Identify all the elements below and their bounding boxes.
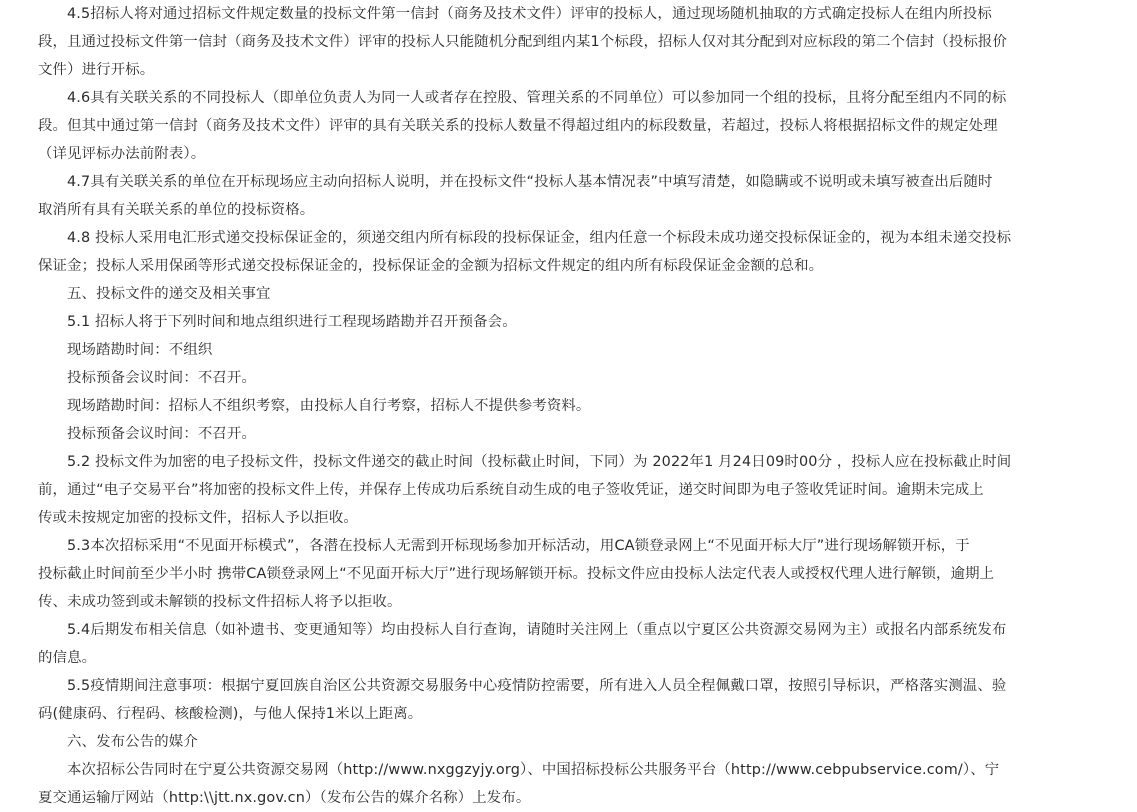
section-5-heading: 五、投标文件的递交及相关事宜: [67, 286, 271, 302]
publication-media-line-2: 夏交通运输厅网站（http:\\jtt.nx.gov.cn）（发布公告的媒介名称）上发布。: [38, 790, 531, 806]
site-visit-time-1: 现场踏勘时间：不组织: [67, 342, 213, 358]
clause-5-5-line-2: 码(健康码、行程码、核酸检测)，与他人保持1米以上距离。: [38, 706, 423, 722]
clause-4-7-line-1: 4.7具有关联关系的单位在开标现场应主动向招标人说明，并在投标文件“投标人基本情况表”中填写清楚，如隐瞒或不说明或未填写被查出后随时: [67, 174, 993, 190]
prebid-meeting-time-2: 投标预备会议时间：不召开。: [67, 426, 257, 442]
clause-5-5-line-1: 5.5疫情期间注意事项：根据宁夏回族自治区公共资源交易服务中心疫情防控需要，所有进入人员全程佩戴口罩，按照引导标识，严格落实测温、验: [67, 678, 1007, 694]
clause-4-5-line-3: 文件）进行开标。: [38, 62, 155, 78]
clause-5-2-line-2: 前，通过“电子交易平台”将加密的投标文件上传，并保存上传成功后系统自动生成的电子签收凭证，递交时间即为电子签收凭证时间。逾期未完成上: [38, 482, 984, 498]
clause-4-8-line-1: 4.8 投标人采用电汇形式递交投标保证金的，须递交组内所有标段的投标保证金，组内任意一个标段未成功递交投标保证金的，视为本组未递交投标: [67, 230, 1012, 246]
section-6-heading: 六、发布公告的媒介: [67, 734, 198, 750]
clause-5-4-line-1: 5.4后期发布相关信息（如补遗书、变更通知等）均由投标人自行查询，请随时关注网上（重点以宁夏区公共资源交易网为主）或报名内部系统发布: [67, 622, 1007, 638]
clause-5-1: 5.1 招标人将于下列时间和地点组织进行工程现场踏勘并召开预备会。: [67, 314, 517, 330]
prebid-meeting-time-1: 投标预备会议时间：不召开。: [67, 370, 257, 386]
clause-5-3-line-2: 投标截止时间前至少半小时 携带CA锁登录网上“不见面开标大厅”进行现场解锁开标。投标文件应由投标人法定代表人或授权代理人进行解锁，逾期上: [38, 566, 995, 582]
clause-4-7-line-2: 取消所有具有关联关系的单位的投标资格。: [38, 202, 315, 218]
clause-5-3-line-1: 5.3本次招标采用“不见面开标模式”，各潜在投标人无需到开标现场参加开标活动，用CA锁登录网上“不见面开标大厅”进行现场解锁开标，于: [67, 538, 970, 554]
clause-4-6-line-1: 4.6具有关联关系的不同投标人（即单位负责人为同一人或者存在控股、管理关系的不同单位）可以参加同一个组的投标，且将分配至组内不同的标: [67, 90, 1007, 106]
clause-5-2-line-1: 5.2 投标文件为加密的电子投标文件，投标文件递交的截止时间（投标截止时间，下同）为 2022年1 月24日09时00分 ，投标人应在投标截止时间: [67, 454, 1012, 470]
clause-4-8-line-2: 保证金；投标人采用保函等形式递交投标保证金的，投标保证金的金额为招标文件规定的组内所有标段保证金金额的总和。: [38, 258, 824, 274]
clause-4-5-line-2: 段，且通过投标文件第一信封（商务及技术文件）评审的投标人只能随机分配到组内某1个标段，招标人仅对其分配到对应标段的第二个信封（投标报价: [38, 34, 1007, 50]
clause-4-5-line-1: 4.5招标人将对通过招标文件规定数量的投标文件第一信封（商务及技术文件）评审的投标人，通过现场随机抽取的方式确定投标人在组内所投标: [67, 6, 992, 22]
clause-5-3-line-3: 传、未成功签到或未解锁的投标文件招标人将予以拒收。: [38, 594, 402, 610]
site-visit-time-2: 现场踏勘时间：招标人不组织考察，由投标人自行考察，招标人不提供参考资料。: [67, 398, 591, 414]
clause-5-2-line-3: 传或未按规定加密的投标文件，招标人予以拒收。: [38, 510, 358, 526]
clause-5-4-line-2: 的信息。: [38, 650, 97, 666]
clause-4-6-line-2: 段。但其中通过第一信封（商务及技术文件）评审的具有关联关系的投标人数量不得超过组内的标段数量，若超过，投标人将根据招标文件的规定处理: [38, 118, 998, 134]
publication-media-line-1: 本次招标公告同时在宁夏公共资源交易网（http://www.nxggzyjy.org）、中国招标投标公共服务平台（http://www.cebpubservice.com/）、宁: [67, 762, 1000, 778]
clause-4-6-line-3: （详见评标办法前附表）。: [38, 146, 206, 162]
